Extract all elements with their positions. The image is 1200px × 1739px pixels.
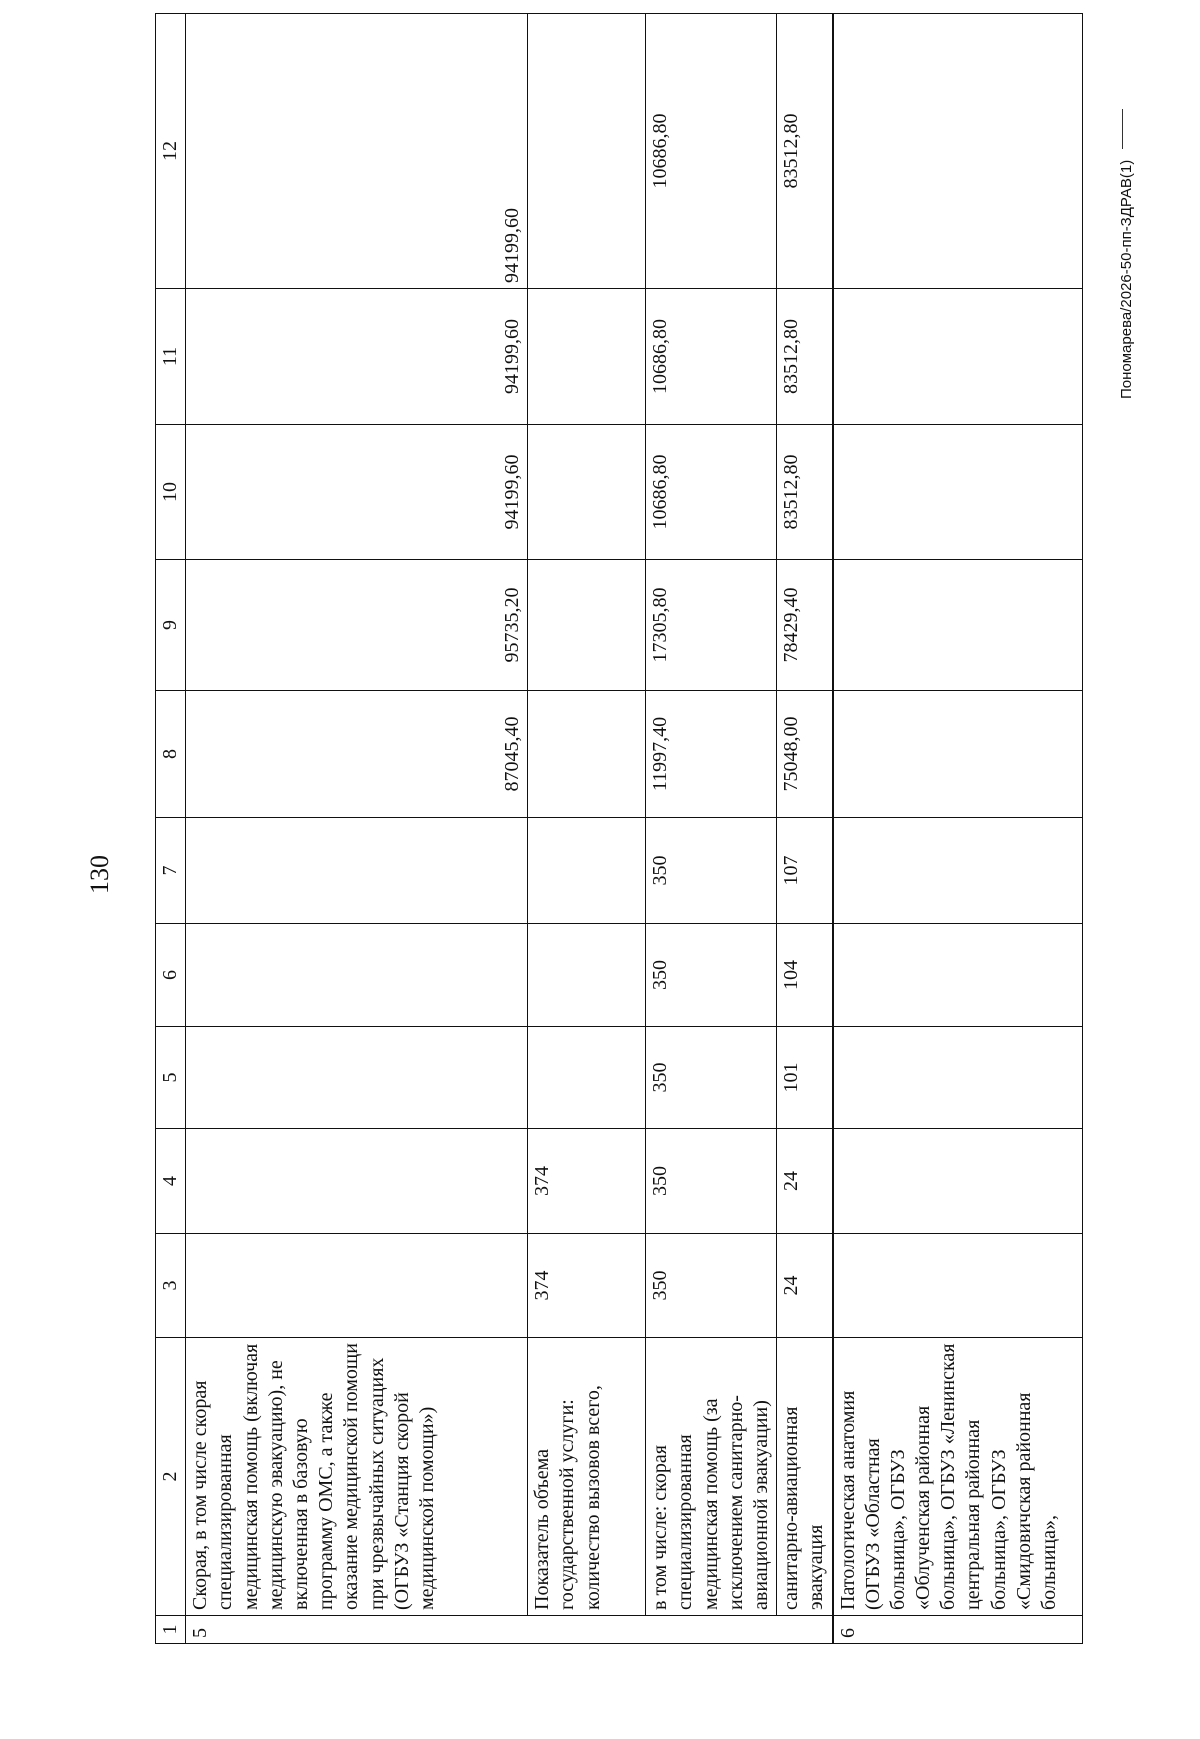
table-cell bbox=[833, 1129, 1083, 1234]
table-cell: 374 bbox=[528, 1234, 646, 1338]
table-cell: 350 bbox=[646, 1129, 777, 1234]
page-number: 130 bbox=[85, 855, 114, 894]
header-cell: 5 bbox=[156, 1027, 186, 1129]
table-row bbox=[528, 14, 646, 1644]
subcategory-label: санитарно-авиационная эвакуация bbox=[777, 1338, 833, 1616]
table-row bbox=[777, 14, 833, 1644]
table-cell bbox=[833, 289, 1083, 425]
table-row bbox=[646, 14, 777, 1644]
table-cell bbox=[833, 818, 1083, 924]
header-cell: 7 bbox=[156, 818, 186, 924]
header-cell: 3 bbox=[156, 1234, 186, 1338]
table-cell bbox=[186, 1027, 528, 1129]
row-index: 6 bbox=[833, 1616, 1083, 1644]
table-cell bbox=[528, 289, 646, 425]
row-index: 5 bbox=[186, 1616, 833, 1644]
header-cell: 11 bbox=[156, 289, 186, 425]
table-cell: 350 bbox=[646, 924, 777, 1027]
budget-table bbox=[155, 13, 1083, 1644]
table-cell bbox=[833, 425, 1083, 560]
header-cell: 9 bbox=[156, 560, 186, 691]
table-cell bbox=[833, 1027, 1083, 1129]
indicator-label: Показатель объема государственной услуги: количество вызовов всего, bbox=[528, 1338, 646, 1616]
table-cell bbox=[833, 924, 1083, 1027]
table-cell bbox=[528, 924, 646, 1027]
table-cell: 78429,40 bbox=[777, 560, 833, 691]
table-cell: 104 bbox=[777, 924, 833, 1027]
header-cell: 1 bbox=[156, 1616, 186, 1644]
table-header-row bbox=[156, 14, 186, 1644]
table-cell: 10686,80 bbox=[646, 425, 777, 560]
header-cell: 2 bbox=[156, 1338, 186, 1616]
table-cell: 101 bbox=[777, 1027, 833, 1129]
header-cell: 8 bbox=[156, 691, 186, 818]
table-cell bbox=[528, 560, 646, 691]
table-cell: 83512,80 bbox=[777, 289, 833, 425]
service-name: Патологическая анатомия (ОГБУЗ «Областная больница», ОГБУЗ «Облученская районная больница», ОГБУЗ «Ленинская центральная районная больница», ОГБУЗ «Смидовичская районная больница», bbox=[833, 1338, 1083, 1616]
table-cell: 17305,80 bbox=[646, 560, 777, 691]
table-cell bbox=[186, 818, 528, 924]
table-cell bbox=[186, 924, 528, 1027]
table-cell bbox=[528, 1027, 646, 1129]
table-cell: 350 bbox=[646, 818, 777, 924]
table-cell: 95735,20 bbox=[186, 560, 528, 691]
subcategory-label: в том числе: скорая специализированная медицинская помощь (за исключением санитарно-авиационной эвакуации) bbox=[646, 1338, 777, 1616]
table-cell: 94199,60 bbox=[186, 14, 528, 289]
table-cell: 10686,80 bbox=[646, 14, 777, 289]
table-cell: 83512,80 bbox=[777, 14, 833, 289]
table-cell: 83512,80 bbox=[777, 425, 833, 560]
header-cell: 10 bbox=[156, 425, 186, 560]
service-name: Скорая, в том числе скорая специализированная медицинская помощь (включая медицинскую эвакуацию), не включенная в базовую программу ОМС, а также оказание медицинской помощи при чрезвычайных ситуациях (ОГБУЗ «Станция скорой медицинской помощи») bbox=[186, 1338, 528, 1616]
table-cell: 374 bbox=[528, 1129, 646, 1234]
table-cell bbox=[186, 1129, 528, 1234]
table-cell: 350 bbox=[646, 1027, 777, 1129]
table-cell: 75048,00 bbox=[777, 691, 833, 818]
footer-rule bbox=[1122, 109, 1123, 149]
table-cell bbox=[186, 1234, 528, 1338]
table-cell bbox=[833, 691, 1083, 818]
table-cell: 107 bbox=[777, 818, 833, 924]
table-cell bbox=[833, 1234, 1083, 1338]
table-cell: 24 bbox=[777, 1129, 833, 1234]
header-cell: 6 bbox=[156, 924, 186, 1027]
table-cell: 94199,60 bbox=[186, 289, 528, 425]
table-cell: 94199,60 bbox=[186, 425, 528, 560]
table-cell: 11997,40 bbox=[646, 691, 777, 818]
table-cell: 10686,80 bbox=[646, 289, 777, 425]
table-cell bbox=[528, 14, 646, 289]
table-row bbox=[186, 14, 528, 1644]
table-cell bbox=[833, 14, 1083, 289]
table-cell bbox=[833, 560, 1083, 691]
table-cell bbox=[528, 425, 646, 560]
footer-document-code: Пономарева/2026-50-пп-ЗДРАВ(1) bbox=[1118, 159, 1135, 399]
header-cell: 4 bbox=[156, 1129, 186, 1234]
table-cell: 87045,40 bbox=[186, 691, 528, 818]
table-cell: 350 bbox=[646, 1234, 777, 1338]
table-cell: 24 bbox=[777, 1234, 833, 1338]
table-cell bbox=[528, 818, 646, 924]
table-cell bbox=[528, 691, 646, 818]
table-row bbox=[833, 14, 1083, 1644]
header-cell: 12 bbox=[156, 14, 186, 289]
